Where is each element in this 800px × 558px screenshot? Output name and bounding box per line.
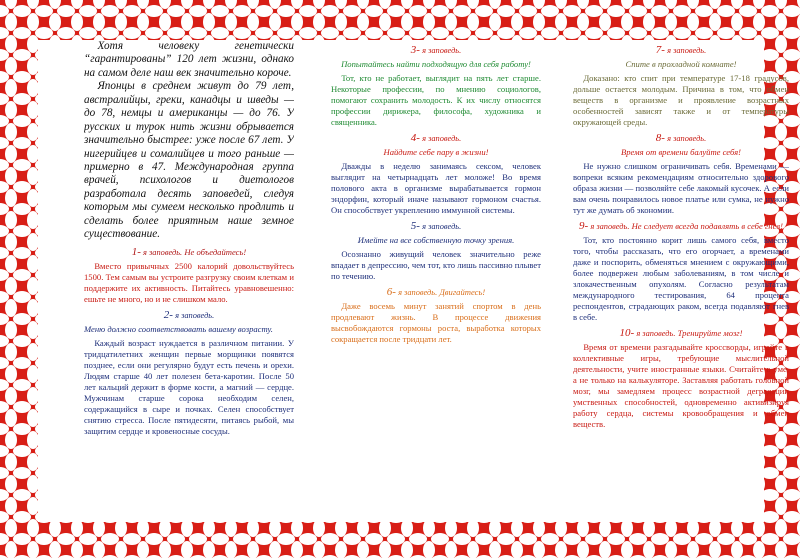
column-middle xyxy=(331,40,541,522)
commandment-2-heading: 2- я заповедь. xyxy=(163,308,215,321)
commandment-2-title: Меню должно соответствовать вашему возрасту. xyxy=(84,323,273,334)
commandment-8-text: Не нужно слишком ограничивать себя. Временами — вопреки всяким рекомендациям относительно здорового образа жизни — позволяйте себе лакомый кусочек. А если вам очень понравилось новое платье или сумка, не нужно тут же думать об экономии. xyxy=(573,161,789,216)
commandment-7-heading: 7- я заповедь. xyxy=(655,44,707,56)
commandment-4-title: Найдите себе пару в жизни! xyxy=(383,147,489,158)
commandment-6-text: Даже восемь минут занятий спортом в день продлевают жизнь. В процессе движения высвобождаются гормоны роста, выработка которых сокращается после тридцати лет. xyxy=(331,301,541,345)
commandment-3-heading: 3- я заповедь. xyxy=(410,44,462,56)
column-right xyxy=(573,40,789,522)
commandment-8-heading: 8- я заповедь. xyxy=(655,132,707,145)
brochure-sheet xyxy=(38,40,789,522)
intro-paragraph-2: Японцы в среднем живут до 79 лет, австралийцы, греки, канадцы и шведы — до 78, немцы и американцы — до 76. У русских и турок нить жизни обрывается значительно быстрее: уже после 67 лет. У нигерийцев и сомалийцев и того раньше — примерно в 47. Международная группа врачей, психологов и диетологов разработала десять заповедей, следуя которым мы сумеем несколько продлить и сделать более приятным наше земное существование. xyxy=(84,80,294,241)
commandment-9-heading: 9- я заповедь. Не следует всегда подавлять в себе гнев! xyxy=(579,220,783,233)
commandment-4-heading: 4- я заповедь. xyxy=(410,132,462,145)
commandment-10-heading: 10- я заповедь. Тренируйте мозг! xyxy=(619,327,743,340)
commandment-5-heading: 5- я заповедь. xyxy=(410,220,462,233)
commandment-10-text: Время от времени разгадывайте кроссворды, играйте в коллективные игры, требующие мыслительной деятельности, учите иностранные языки. Считайте в уме, а не только на калькуляторе. Заставляя работать головной мозг, мы замедляем процесс возрастной деградации умственных способностей, одновременно активизируя работу сердца, системы кровообращения и обмен веществ. xyxy=(573,342,789,430)
commandment-3-text: Тот, кто не работает, выглядит на пять лет старше. Некоторые профессии, по мнению социологов, помогают сохранить молодость. К их числу относятся профессии дирижера, философа, художника и священника. xyxy=(331,73,541,128)
commandment-1-text: Вместо привычных 2500 калорий довольствуйтесь 1500. Тем самым вы устроите разгрузку своим клеткам и поддержите их активность. Питайтесь уравновешенно: ешьте не много, но и не слишком мало. xyxy=(84,260,294,304)
intro-paragraph-1: Хотя человеку генетически “гарантированы” 120 лет жизни, однако на самом деле наш век значительно короче. xyxy=(84,40,294,79)
commandment-2-text: Каждый возраст нуждается в различном питании. У тридцатилетних женщин первые морщинки появятся позднее, если они регулярно будут есть печень и орехи. Людям старше 40 лет полезен бета-каротин. После 50 лет кальций держит в форме кости, а магний — сердце. Мужчинам старше сорока необходим селен, содержащийся в сыре и почках. Селен способствует снятию стресса. После пятидесяти, питаясь рыбой, мы защитим сердце и кровеносные сосуды. xyxy=(84,337,294,436)
commandment-9-text: Тот, кто постоянно корит лишь самого себя, вместо того, чтобы рассказать, что его огорчает, а временами даже и поспорить, обменяться мнением с окружающими, более подвержен любым заболеваниям, в том числе и злокачественным опухолям. Согласно результатам международного тестирования, 64 процента респондентов, страдающих раком, всегда подавляют гнев в себе. xyxy=(573,235,789,323)
commandment-5-text: Осознанно живущий человек значительно реже впадает в депрессию, чем тот, кто лишь пассивно плывет по течению. xyxy=(331,249,541,282)
commandment-8-title: Время от времени балуйте себя! xyxy=(621,147,741,158)
commandment-7-text: Доказано: кто спит при температуре 17-18 градусов, дольше остается молодым. Причина в том, что обмен веществ в организме и проявление возрастных особенностей зависят также и от температуры окружающей среды. xyxy=(573,73,789,128)
commandment-3-title: Попытайтесь найти подходящую для себя работу! xyxy=(341,59,531,70)
commandment-1-heading: 1- я заповедь. Не объедайтесь! xyxy=(131,245,247,258)
commandment-6-heading: 6- я заповедь. Двигайтесь! xyxy=(386,286,486,299)
column-left xyxy=(84,40,294,522)
commandment-4-text: Дважды в неделю занимаясь сексом, человек выглядит на четырнадцать лет моложе! Во время полового акта в организме вырабатывается гормон эндорфин, который иначе называют гормоном счастья. Он способствует укреплению иммунной системы. xyxy=(331,161,541,216)
commandment-5-title: Имейте на все собственную точку зрения. xyxy=(357,235,515,246)
commandment-7-title: Спите в прохладной комнате! xyxy=(625,59,737,70)
